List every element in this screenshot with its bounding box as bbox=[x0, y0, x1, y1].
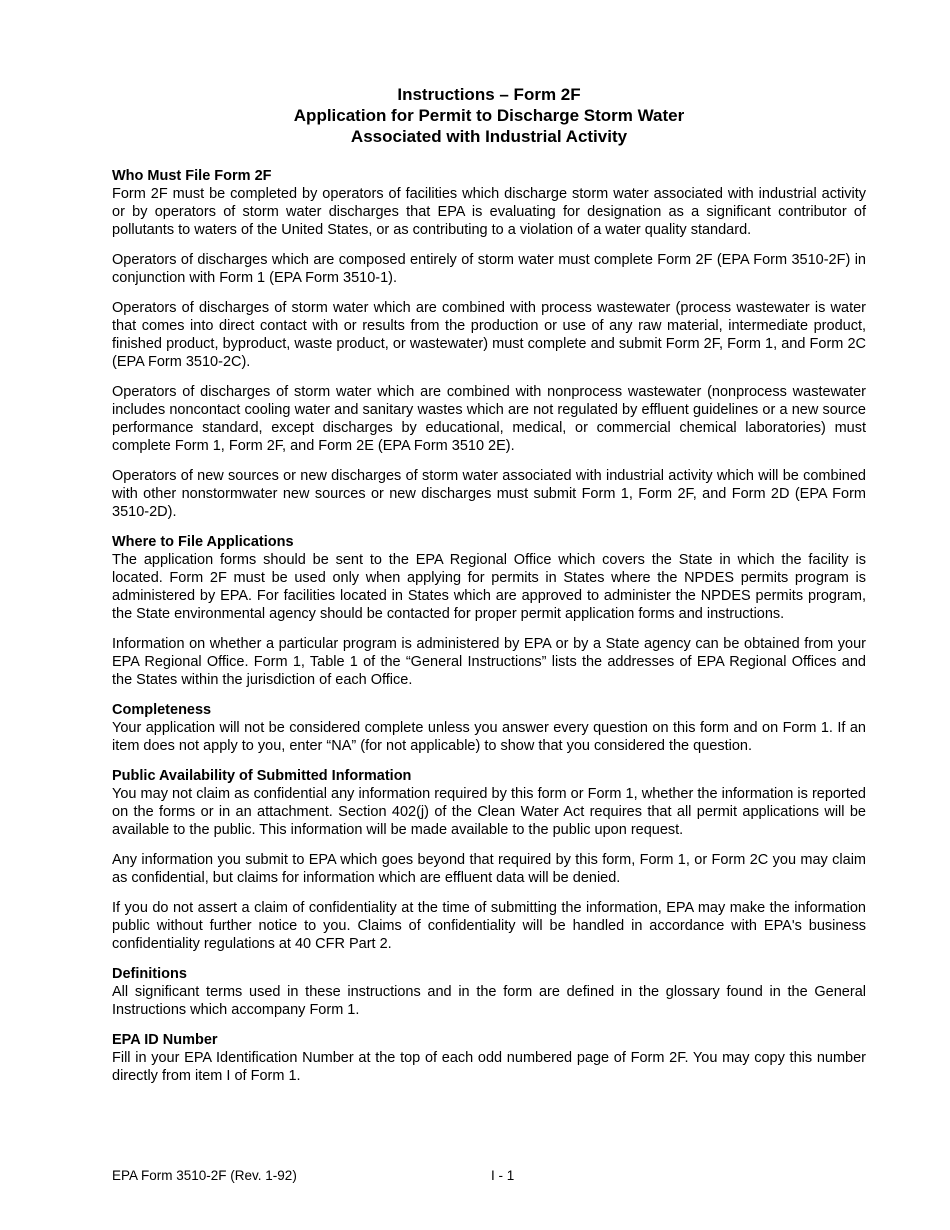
paragraph: All significant terms used in these instructions and in the form are defined in the glossary found in the General Instructions which accompany Form 1. bbox=[112, 984, 866, 1018]
paragraph: You may not claim as confidential any information required by this form or Form 1, whether the information is reported on the forms or in an attachment. Section 402(j) of the Clean Water Act requires that all permit applications will be available to the public. This information will be made available to the public upon request. bbox=[112, 786, 866, 838]
section-where-to-file bbox=[112, 533, 866, 689]
paragraph: Any information you submit to EPA which goes beyond that required by this form, Form 1, or Form 2C you may claim as confidential, but claims for information which are effluent data will be denied. bbox=[112, 852, 866, 886]
section-completeness bbox=[112, 701, 866, 755]
section-public-availability bbox=[112, 767, 866, 953]
section-epa-id-number bbox=[112, 1031, 866, 1085]
paragraph: Operators of discharges of storm water which are combined with process wastewater (process wastewater is water that comes into direct contact with or results from the production or use of any raw material, intermediate product, finished product, byproduct, waste product, or wastewater) must complete and submit Form 2F, Form 1, and Form 2C (EPA Form 3510-2C). bbox=[112, 300, 866, 370]
paragraph: The application forms should be sent to the EPA Regional Office which covers the State in which the facility is located. Form 2F must be used only when applying for permits in States where the NPDES permits program is administered by EPA. For facilities located in States which are approved to administer the NPDES permits program, the State environmental agency should be contacted for proper permit application forms and instructions. bbox=[112, 552, 866, 622]
title-line-1: Instructions – Form 2F bbox=[397, 85, 581, 104]
section-who-must-file bbox=[112, 167, 866, 521]
title-line-2: Application for Permit to Discharge Storm Water bbox=[293, 106, 685, 125]
paragraph: If you do not assert a claim of confidentiality at the time of submitting the information, EPA may make the information public without further notice to you. Claims of confidentiality will be handled in accordance with EPA's business confidentiality regulations at 40 CFR Part 2. bbox=[112, 900, 866, 952]
section-definitions bbox=[112, 965, 866, 1019]
section-heading: Completeness bbox=[112, 702, 212, 718]
section-heading: Public Availability of Submitted Information bbox=[112, 768, 412, 784]
paragraph: Operators of discharges which are composed entirely of storm water must complete Form 2F (EPA Form 3510-2F) in conjunction with Form 1 (EPA Form 3510-1). bbox=[112, 252, 866, 286]
paragraph: Operators of discharges of storm water which are combined with nonprocess wastewater (nonprocess wastewater includes noncontact cooling water and sanitary wastes which are not regulated by effluent guidelines or a new source performance standard, except discharges by educational, medical, or commercial chemical laboratories) must complete Form 1, Form 2F, and Form 2E (EPA Form 3510 2E). bbox=[112, 384, 866, 454]
paragraph: Information on whether a particular program is administered by EPA or by a State agency can be obtained from your EPA Regional Office. Form 1, Table 1 of the “General Instructions” lists the addresses of EPA Regional Offices and the States within the jurisdiction of each Office. bbox=[112, 636, 866, 688]
footer-form-id: EPA Form 3510-2F (Rev. 1-92) bbox=[112, 1168, 297, 1183]
document-title bbox=[112, 84, 866, 147]
paragraph: Form 2F must be completed by operators of facilities which discharge storm water associated with industrial activity or by operators of storm water discharges that EPA is evaluating for designation as a significant contributor of pollutants to waters of the United States, or as contributing to a violation of a water quality standard. bbox=[112, 186, 866, 238]
section-heading: Where to File Applications bbox=[112, 534, 294, 550]
section-heading: EPA ID Number bbox=[112, 1032, 218, 1048]
section-heading: Who Must File Form 2F bbox=[112, 168, 272, 184]
document-page bbox=[112, 84, 866, 1097]
section-heading: Definitions bbox=[112, 966, 187, 982]
footer-page-number: I - 1 bbox=[491, 1168, 515, 1183]
paragraph: Fill in your EPA Identification Number at the top of each odd numbered page of Form 2F. You may copy this number directly from item I of Form 1. bbox=[112, 1050, 866, 1084]
paragraph: Operators of new sources or new discharges of storm water associated with industrial activity which will be combined with other nonstormwater new sources or new discharges must submit Form 1, Form 2F, and Form 2D (EPA Form 3510-2D). bbox=[112, 468, 866, 520]
paragraph: Your application will not be considered complete unless you answer every question on this form and on Form 1. If an item does not apply to you, enter “NA” (for not applicable) to show that you considered the question. bbox=[112, 720, 866, 754]
title-line-3: Associated with Industrial Activity bbox=[350, 127, 628, 146]
